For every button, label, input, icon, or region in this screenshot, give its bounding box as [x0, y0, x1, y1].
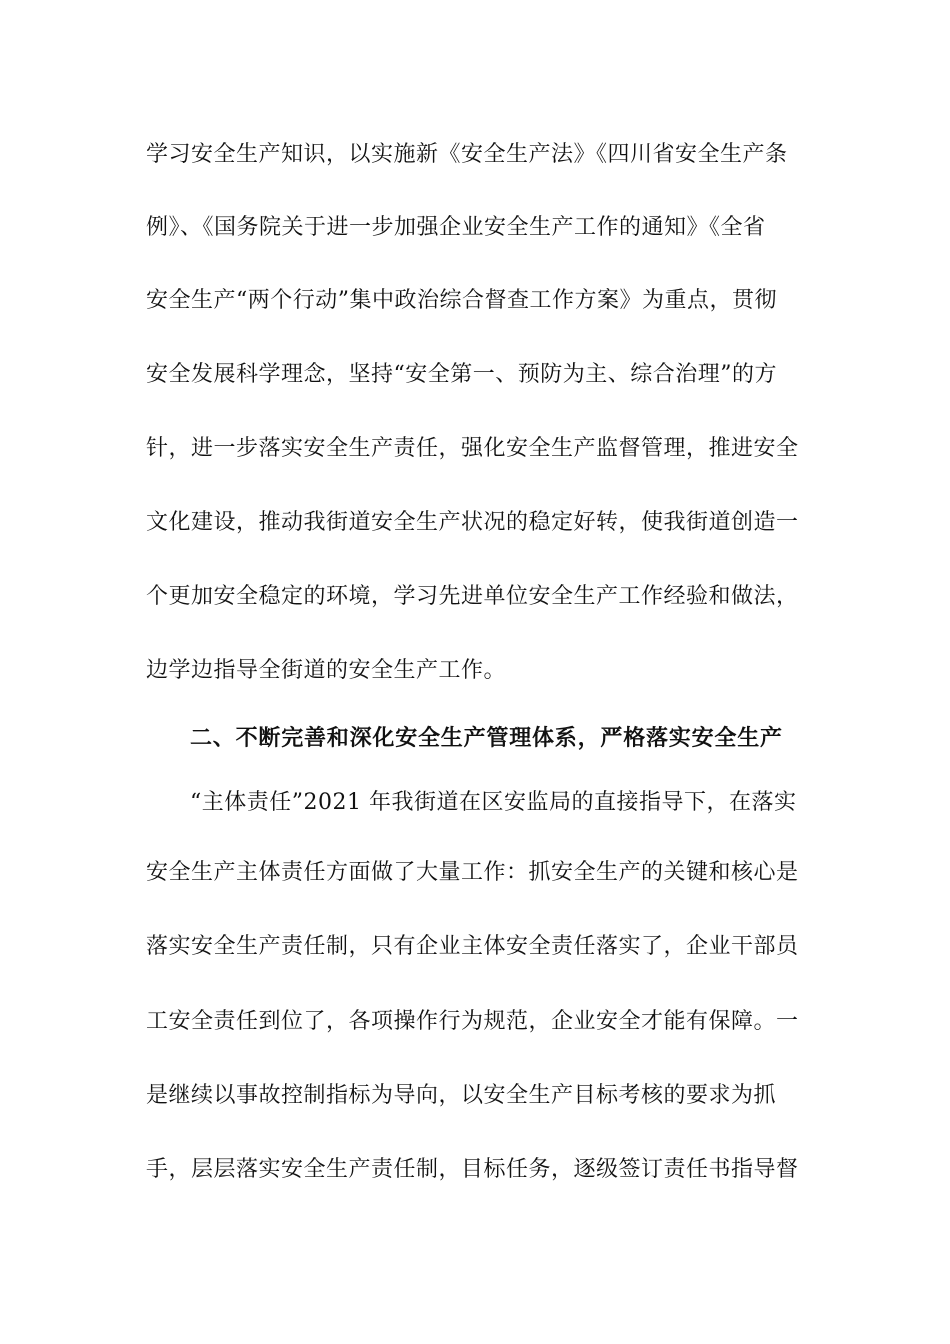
- paragraph-2-line-4: 工安全责任到位了，各项操作行为规范，企业安全才能有保障。一: [146, 1009, 799, 1034]
- paragraph-2-line-3: 落实安全生产责任制，只有企业主体安全责任落实了，企业干部员: [146, 934, 799, 959]
- paragraph-2-line-6: 手，层层落实安全生产责任制，目标任务，逐级签订责任书指导督: [146, 1157, 799, 1182]
- paragraph-1-line-4: 安全发展科学理念，坚持“安全第一、预防为主、综合治理”的方: [146, 362, 777, 387]
- paragraph-2-line-1: “主体责任”2021 年我街道在区安监局的直接指导下，在落实: [190, 790, 797, 815]
- paragraph-2-line-2: 安全生产主体责任方面做了大量工作：抓安全生产的关键和核心是: [146, 860, 799, 885]
- paragraph-1-line-6: 文化建设，推动我街道安全生产状况的稳定好转，使我街道创造一: [146, 510, 799, 535]
- paragraph-1-line-5: 针，进一步落实安全生产责任，强化安全生产监督管理，推进安全: [146, 436, 799, 461]
- paragraph-1-line-3: 安全生产“两个行动”集中政治综合督查工作方案》为重点，贯彻: [146, 288, 777, 313]
- section-heading: 二、不断完善和深化安全生产管理体系，严格落实安全生产: [190, 726, 783, 751]
- paragraph-1-line-8: 边学边指导全街道的安全生产工作。: [146, 658, 507, 683]
- paragraph-2-line-5: 是继续以事故控制指标为导向，以安全生产目标考核的要求为抓: [146, 1083, 777, 1108]
- paragraph-1-line-7: 个更加安全稳定的环境，学习先进单位安全生产工作经验和做法，: [146, 584, 799, 609]
- paragraph-1-line-2: 例》、《国务院关于进一步加强企业安全生产工作的通知》《全省: [146, 215, 766, 240]
- paragraph-1-line-1: 学习安全生产知识，以实施新《安全生产法》《四川省安全生产条: [146, 142, 788, 167]
